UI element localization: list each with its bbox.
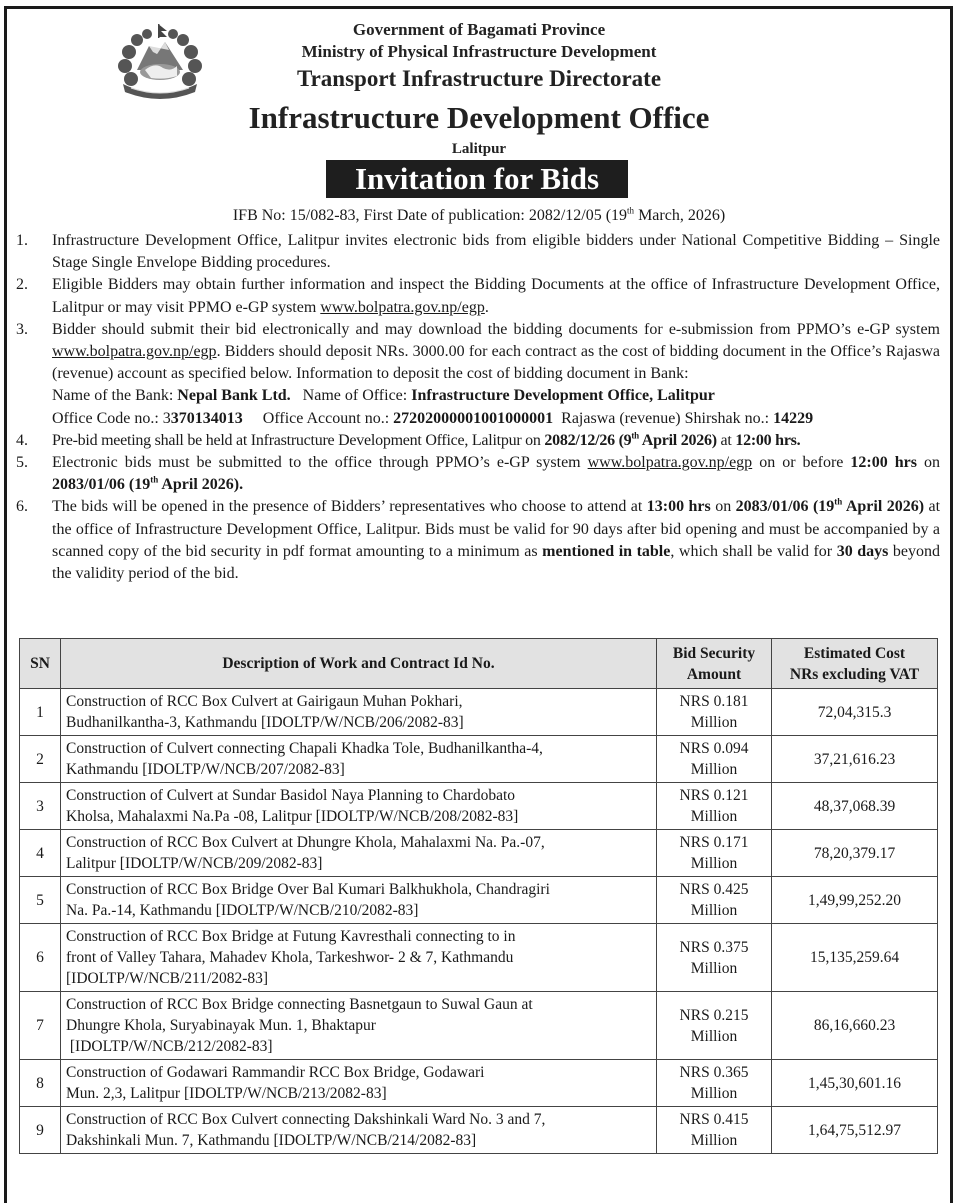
desc-line: Na. Pa.-14, Kathmandu [IDOLTP/W/NCB/210/2082-83] <box>66 902 419 919</box>
sec-line: NRS 0.415 <box>679 1111 749 1128</box>
account-label: Office Account no.: <box>262 409 394 427</box>
table-row <box>20 830 938 877</box>
item-text-part: at <box>716 431 736 449</box>
item-number: 2. <box>16 276 28 294</box>
header-description: Description of Work and Contract Id No. <box>61 639 657 689</box>
table-row <box>20 924 938 992</box>
cell-bid-security <box>657 830 772 877</box>
cell-description <box>61 992 657 1060</box>
cell-bid-security <box>657 1060 772 1107</box>
desc-line: Dakshinkali Mun. 7, Kathmandu [IDOLTP/W/NCB/214/2082-83] <box>66 1132 477 1149</box>
cell-estimated-cost: 86,16,660.23 <box>772 992 938 1060</box>
cell-sn: 2 <box>20 736 61 783</box>
sec-line: Million <box>690 714 738 731</box>
table-row <box>20 689 938 736</box>
sec-line: Million <box>690 808 738 825</box>
table-row <box>20 1060 938 1107</box>
cell-bid-security <box>657 783 772 830</box>
header-line: Estimated Cost <box>803 644 906 662</box>
table-row <box>20 992 938 1060</box>
ifb-suffix: March, 2026) <box>634 207 726 224</box>
notice-title: Invitation for Bids <box>326 160 628 198</box>
office-name: Infrastructure Development Office, Lalitpur <box>411 387 715 405</box>
egp-link[interactable]: www.bolpatra.gov.np/egp <box>587 454 753 472</box>
desc-line: Construction of Culvert connecting Chapali Khadka Tole, Budhanilkantha-4, <box>66 740 543 757</box>
header-line: Amount <box>686 665 742 683</box>
cell-bid-security <box>657 992 772 1060</box>
cell-bid-security <box>657 689 772 736</box>
item-text-part: , which shall be valid for <box>670 542 837 560</box>
government-heading: Government of Bagamati Province <box>352 20 606 39</box>
date-sup: th <box>150 474 159 485</box>
cell-description <box>61 877 657 924</box>
cell-sn: 8 <box>20 1060 61 1107</box>
cell-description <box>61 783 657 830</box>
ifb-prefix: IFB No: 15/082-83, First Date of publication: 2082/12/05 (19 <box>232 207 628 224</box>
table-row <box>20 1107 938 1154</box>
date-part: April 2026). <box>158 476 244 494</box>
header-estimated-cost <box>772 639 938 689</box>
location-heading: Lalitpur <box>451 141 507 157</box>
date-sup: th <box>834 497 843 508</box>
cell-sn: 7 <box>20 992 61 1060</box>
office-code-label: Office Code no.: 3 <box>52 409 171 427</box>
cell-sn: 5 <box>20 877 61 924</box>
emphasis: 30 days <box>836 542 889 560</box>
desc-line: [IDOLTP/W/NCB/211/2082-83] <box>66 970 269 987</box>
header-bid-security <box>657 639 772 689</box>
sec-line: Million <box>690 1132 738 1149</box>
cell-sn: 3 <box>20 783 61 830</box>
cell-estimated-cost: 15,135,259.64 <box>772 924 938 992</box>
opening-time: 13:00 hrs <box>646 498 711 516</box>
cell-estimated-cost: 72,04,315.3 <box>772 689 938 736</box>
desc-line: front of Valley Tahara, Mahadev Khola, Tarkeshwor- 2 & 7, Kathmandu <box>66 949 514 966</box>
office-label: Name of Office: <box>302 387 412 405</box>
item-text <box>52 274 940 318</box>
sec-line: Million <box>690 855 738 872</box>
date-part: 2082/12/26 (9 <box>544 431 632 449</box>
directorate-heading: Transport Infrastructure Directorate <box>296 66 662 91</box>
cell-sn: 9 <box>20 1107 61 1154</box>
desc-line: Kholsa, Mahalaxmi Na.Pa -08, Lalitpur [IDOLTP/W/NCB/208/2082-83] <box>66 808 519 825</box>
cell-estimated-cost: 78,20,379.17 <box>772 830 938 877</box>
egp-link[interactable]: www.bolpatra.gov.np/egp <box>320 298 485 316</box>
ifb-number-line <box>0 207 958 225</box>
sec-line: NRS 0.375 <box>679 938 749 956</box>
bank-label: Name of the Bank: <box>52 387 178 405</box>
table-row <box>20 877 938 924</box>
cell-description <box>61 1107 657 1154</box>
desc-line: Construction of RCC Box Culvert at Dhungre Khola, Mahalaxmi Na. Pa.-07, <box>66 834 545 851</box>
desc-line: [IDOLTP/W/NCB/212/2082-83] <box>66 1038 273 1055</box>
bank-name: Nepal Bank Ltd. <box>177 387 291 405</box>
prebid-time: 12:00 hrs. <box>735 431 801 449</box>
date-sup: th <box>631 430 639 441</box>
item-text <box>52 319 940 386</box>
cell-description <box>61 1060 657 1107</box>
cell-description <box>61 689 657 736</box>
date-part: 2083/01/06 (19 <box>735 498 835 516</box>
sec-line: Million <box>690 761 738 778</box>
cell-estimated-cost: 37,21,616.23 <box>772 736 938 783</box>
table-row <box>20 783 938 830</box>
cell-description <box>61 830 657 877</box>
date-part: April 2026) <box>842 498 925 516</box>
cell-estimated-cost: 1,49,99,252.20 <box>772 877 938 924</box>
account-number: 27202000001001000001 <box>393 409 554 427</box>
office-code: 370134013 <box>170 409 243 427</box>
notice-body <box>16 230 940 585</box>
cell-bid-security <box>657 736 772 783</box>
desc-line: Construction of Culvert at Sundar Basidol Naya Planning to Chardobato <box>66 787 516 804</box>
bank-details-line-1 <box>16 385 940 407</box>
item-text-part: Electronic bids must be submitted to the office through PPMO’s e-GP system <box>52 454 588 472</box>
sec-line: Million <box>690 959 738 977</box>
item-text-part: Eligible Bidders may obtain further information and inspect the Bidding Documents at the office of Infrastructure Development Office, Lalitpur or may visit PPMO e-GP system <box>52 276 940 316</box>
notice-item-3 <box>16 319 940 386</box>
item-text <box>52 452 940 496</box>
bank-details-line-2 <box>16 408 940 430</box>
header-line: NRs excluding VAT <box>789 665 920 683</box>
item-number: 1. <box>16 232 28 249</box>
desc-line: Construction of RCC Box Bridge connecting Basnetgaun to Suwal Gaun at <box>66 996 533 1013</box>
sec-line: NRS 0.181 <box>679 693 749 710</box>
desc-line: Budhanilkantha-3, Kathmandu [IDOLTP/W/NCB/206/2082-83] <box>66 714 464 731</box>
desc-line: Dhungre Khola, Suryabinayak Mun. 1, Bhaktapur <box>66 1017 376 1034</box>
sec-line: NRS 0.425 <box>679 881 749 898</box>
item-text-part: . <box>484 298 489 316</box>
sec-line: Million <box>690 1085 738 1102</box>
submission-time: 12:00 hrs <box>850 454 917 472</box>
date-part: April 2026) <box>638 431 717 449</box>
sec-line: Million <box>690 902 738 919</box>
notice-item-5 <box>16 452 940 496</box>
date-part: 2083/01/06 (19 <box>52 476 151 494</box>
cell-sn: 4 <box>20 830 61 877</box>
item-text-part: on <box>917 454 941 472</box>
notice-item-6 <box>16 496 940 585</box>
item-number: 5. <box>16 454 28 472</box>
desc-line: Construction of RCC Box Bridge at Futung Kavresthali connecting to in <box>66 928 516 945</box>
desc-line: Mun. 2,3, Lalitpur [IDOLTP/W/NCB/213/2082-83] <box>66 1085 387 1102</box>
opening-date <box>736 498 924 515</box>
item-text-part: on <box>710 498 736 516</box>
desc-line: Kathmandu [IDOLTP/W/NCB/207/2082-83] <box>66 761 345 778</box>
item-text <box>52 430 940 452</box>
sec-line: NRS 0.171 <box>679 834 749 851</box>
cell-sn: 1 <box>20 689 61 736</box>
cell-description <box>61 924 657 992</box>
cell-estimated-cost: 1,45,30,601.16 <box>772 1060 938 1107</box>
sec-line: NRS 0.121 <box>679 787 749 804</box>
item-number: 3. <box>16 320 28 338</box>
item-text-part: The bids will be opened in the presence of Bidders’ representatives who choose to attend at <box>52 498 647 516</box>
cell-estimated-cost: 1,64,75,512.97 <box>772 1107 938 1154</box>
header-sn: SN <box>20 639 61 689</box>
prebid-date <box>544 432 716 449</box>
ministry-heading: Ministry of Physical Infrastructure Development <box>301 42 657 61</box>
cell-sn: 6 <box>20 924 61 992</box>
desc-line: Lalitpur [IDOLTP/W/NCB/209/2082-83] <box>66 855 323 872</box>
shirshak-number: 14229 <box>773 409 814 427</box>
table-header-row <box>20 639 938 689</box>
sec-line: NRS 0.094 <box>679 740 749 757</box>
submission-date <box>52 476 243 493</box>
item-text-part: Bidder should submit their bid electronically and may download the bidding documents for e-submission from PPMO’s e-GP system <box>52 320 940 338</box>
shirshak-label: Rajaswa (revenue) Shirshak no.: <box>561 409 774 427</box>
sec-line: NRS 0.365 <box>679 1064 749 1081</box>
item-text-part: beyond the validity period of the bid. <box>52 542 941 583</box>
cell-description <box>61 736 657 783</box>
cell-bid-security <box>657 1107 772 1154</box>
header-line: Bid Security <box>672 644 756 662</box>
item-text-part: at the office of Infrastructure Development Office, Lalitpur. Bids must be valid for 90 days after bid opening and must be accompanied by a scanned copy of the bid security in pdf format amounting to a minimum as <box>52 498 941 560</box>
desc-line: Construction of Godawari Rammandir RCC Box Bridge, Godawari <box>66 1064 485 1081</box>
emphasis: mentioned in table <box>542 542 671 560</box>
item-text-part: on or before <box>752 454 851 472</box>
ifb-sup: th <box>627 205 635 216</box>
cell-estimated-cost: 48,37,068.39 <box>772 783 938 830</box>
cell-bid-security <box>657 924 772 992</box>
sec-line: NRS 0.215 <box>679 1006 749 1024</box>
desc-line: Construction of RCC Box Culvert at Gairigaun Muhan Pokhari, <box>66 693 463 710</box>
works-table <box>19 638 938 1154</box>
item-number: 6. <box>16 498 28 516</box>
cell-bid-security <box>657 877 772 924</box>
notice-item-2 <box>16 274 940 318</box>
egp-link[interactable]: www.bolpatra.gov.np/egp <box>52 343 217 361</box>
item-text <box>52 496 940 585</box>
notice-item-1 <box>16 230 940 274</box>
item-number: 4. <box>16 431 28 449</box>
table-row <box>20 736 938 783</box>
item-text-part: . Bidders should deposit NRs. 3000.00 for each contract as the cost of bidding document in the Office’s Rajaswa (revenue) account as specified below. Information to deposit the cost of bidding document in Bank: <box>52 343 940 383</box>
notice-item-4 <box>16 430 940 452</box>
desc-line: Construction of RCC Box Bridge Over Bal Kumari Balkhukhola, Chandragiri <box>66 881 550 898</box>
item-text: Infrastructure Development Office, Lalitpur invites electronic bids from eligible bidders under National Competitive Bidding – Single Stage Single Envelope Bidding procedures. <box>52 232 940 272</box>
sec-line: Million <box>690 1027 738 1045</box>
office-heading: Infrastructure Development Office <box>248 100 710 135</box>
desc-line: Construction of RCC Box Culvert connecting Dakshinkali Ward No. 3 and 7, <box>66 1111 546 1128</box>
item-text-part: Pre-bid meeting shall be held at Infrastructure Development Office, Lalitpur on <box>52 431 545 449</box>
